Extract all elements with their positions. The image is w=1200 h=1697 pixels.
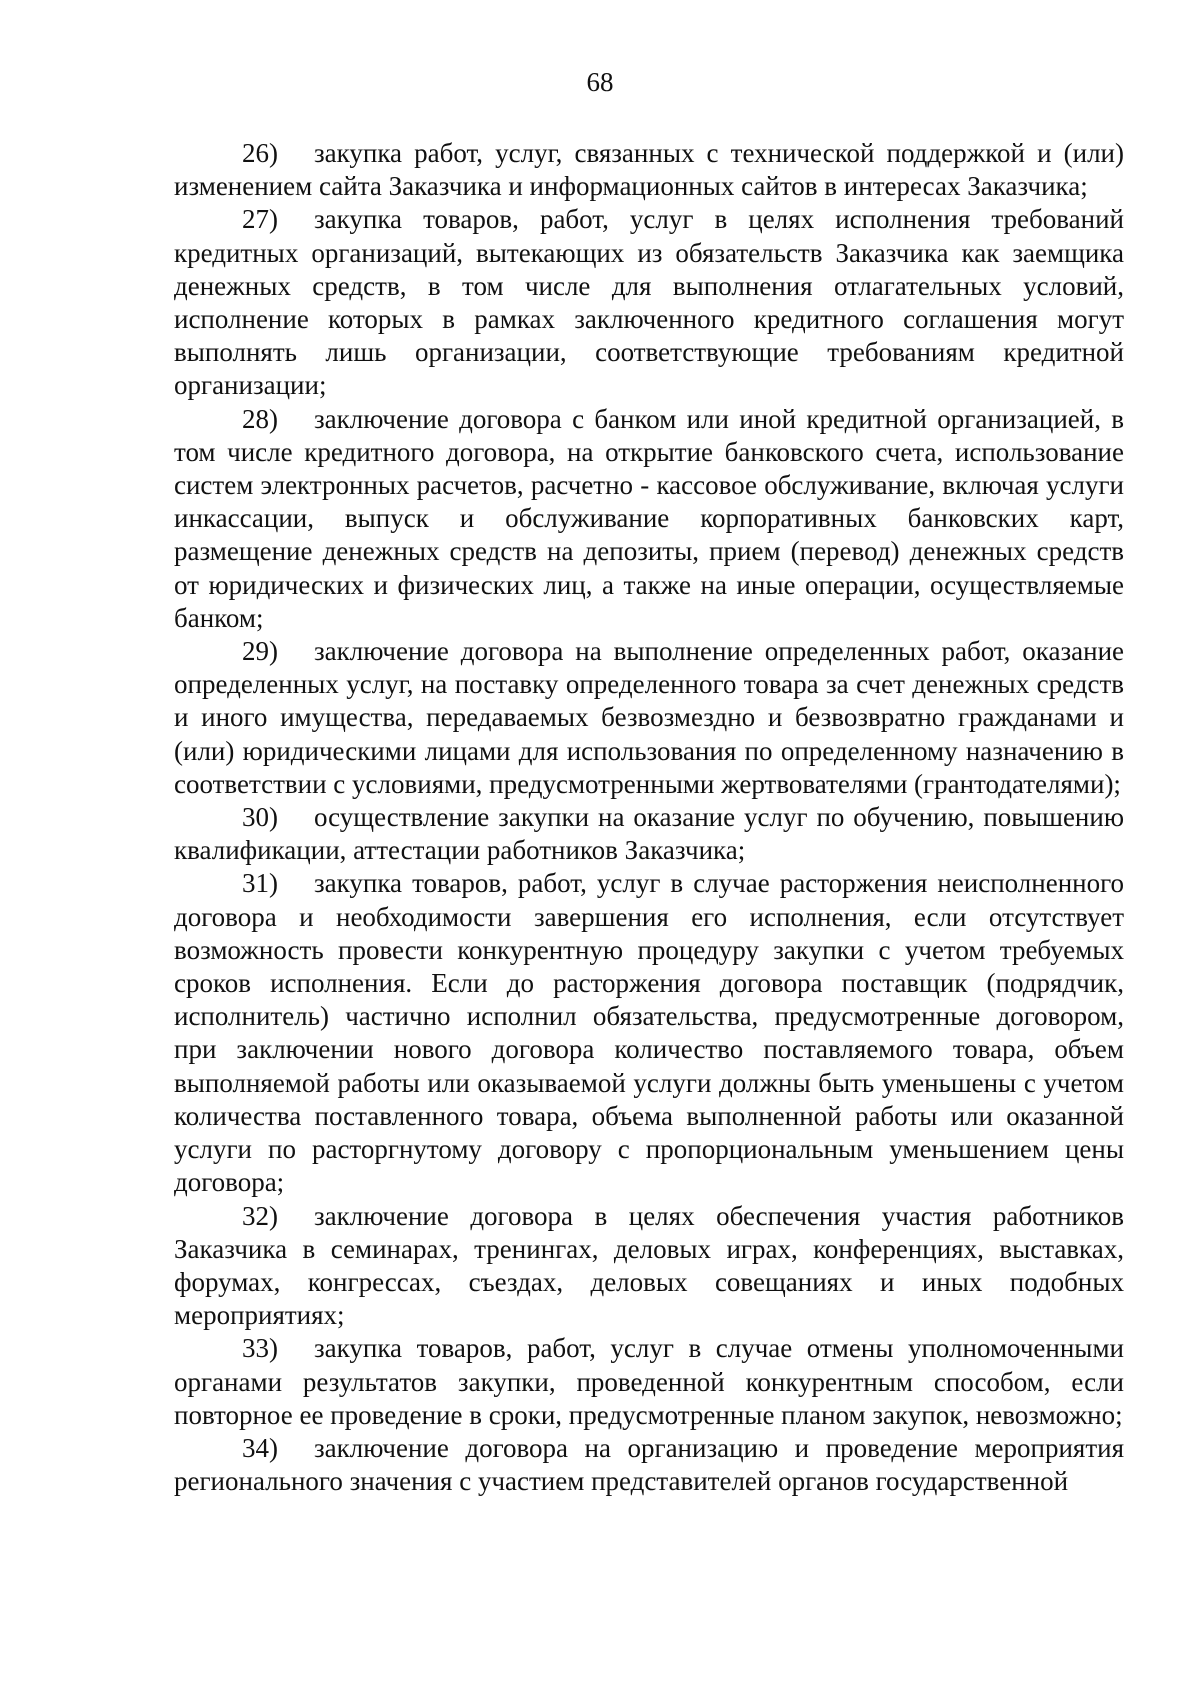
item-number: 33) — [242, 1333, 278, 1364]
list-item-30 — [174, 801, 1124, 867]
item-text: закупка работ, услуг, связанных с технической поддержкой и (или) изменением сайта Заказчика и информационных сайтов в интересах Заказчика; — [174, 138, 1124, 202]
item-number: 32) — [242, 1200, 278, 1231]
item-number: 28) — [242, 403, 278, 434]
page-number: 68 — [586, 67, 614, 97]
list-item-26 — [174, 137, 1124, 203]
item-text: закупка товаров, работ, услуг в целях исполнения требований кредитных организаций, вытекающих из обязательств Заказчика как заемщика денежных средств, в том числе для выполнения отлагательных условий, исполнение которых в рамках заключенного кредитного соглашения могут выполнять лишь организации, соответствующие требованиям кредитной организации; — [174, 204, 1124, 401]
item-text: заключение договора в целях обеспечения участия работников Заказчика в семинарах, тренингах, деловых играх, конференциях, выставках, форумах, конгрессах, съездах, деловых совещаниях и иных подобных мероприятиях; — [174, 1200, 1124, 1331]
item-text: заключение договора на организацию и проведение мероприятия регионального значения с участием представителей органов государственной — [174, 1432, 1124, 1497]
list-item-32 — [174, 1200, 1124, 1333]
item-text: заключение договора на выполнение определенных работ, оказание определенных услуг, на поставку определенного товара за счет денежных средств и иного имущества, передаваемых безвозмездно и безвозвратно гражданами и (или) юридическими лицами для использования по определенному назначению в соответствии с условиями, предусмотренными жертвователями (грантодателями); — [174, 636, 1124, 799]
item-number: 27) — [242, 204, 278, 235]
item-number: 29) — [242, 636, 278, 667]
document-body — [174, 137, 1124, 1498]
list-item-28 — [174, 403, 1124, 635]
item-text: закупка товаров, работ, услуг в случае расторжения неисполненного договора и необходимости завершения его исполнения, если отсутствует возможность провести конкурентную процедуру закупки с учетом требуемых сроков исполнения. Если до расторжения договора поставщик (подрядчик, исполнитель) частично исполнил обязательства, предусмотренные договором, при заключении нового договора количество поставляемого товара, объем выполняемой работы или оказываемой услуги должны быть уменьшены с учетом количества поставленного товара, объема выполненной работы или оказанной услуги по расторгнутому договору с пропорциональным уменьшением цены договора; — [174, 868, 1124, 1198]
item-number: 30) — [242, 802, 278, 833]
list-item-34 — [174, 1432, 1124, 1498]
list-item-27 — [174, 203, 1124, 402]
item-text: заключение договора с банком или иной кредитной организацией, в том числе кредитного договора, на открытие банковского счета, использование систем электронных расчетов, расчетно - кассовое обслуживание, включая услуги инкассации, выпуск и обслуживание корпоративных банковских карт, размещение денежных средств на депозиты, прием (перевод) денежных средств от юридических и физических лиц, а также на иные операции, осуществляемые банком; — [174, 403, 1124, 633]
item-number: 34) — [242, 1432, 278, 1463]
list-item-31 — [174, 867, 1124, 1199]
list-item-29 — [174, 635, 1124, 801]
item-text: закупка товаров, работ, услуг в случае отмены уполномоченными органами результатов закупки, проведенной конкурентным способом, если повторное ее проведение в сроки, предусмотренные планом закупок, невозможно; — [174, 1333, 1124, 1430]
item-text: осуществление закупки на оказание услуг по обучению, повышению квалификации, аттестации работников Заказчика; — [174, 802, 1124, 866]
list-item-33 — [174, 1332, 1124, 1432]
item-number: 26) — [242, 138, 278, 168]
item-number: 31) — [242, 868, 278, 899]
